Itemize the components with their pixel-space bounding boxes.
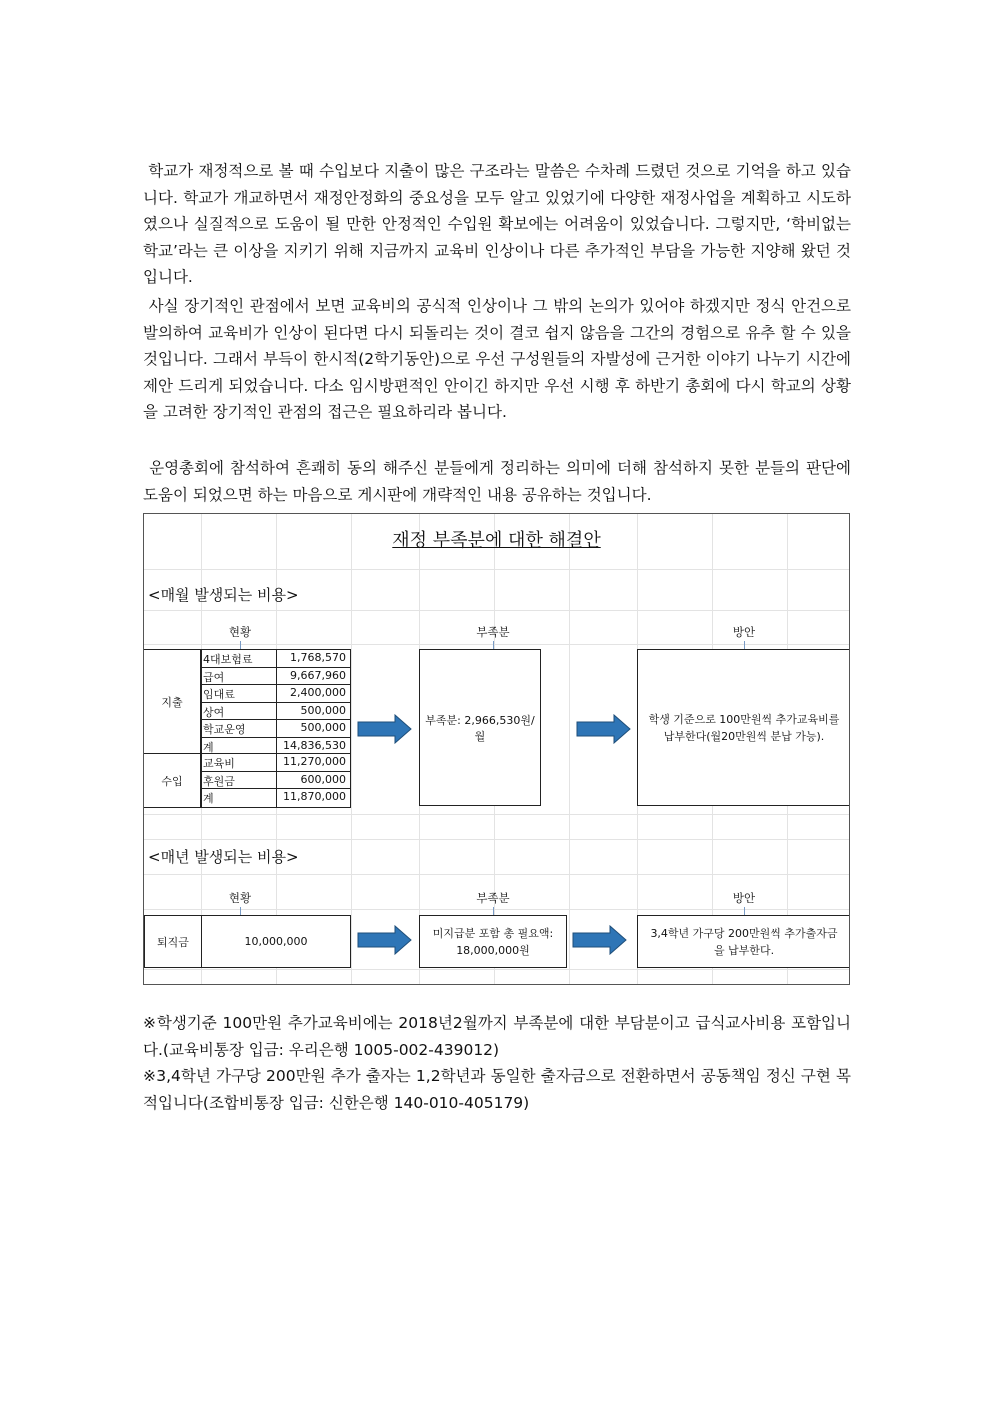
status-table (144, 649, 351, 808)
severance-amount: 10,000,000 (201, 915, 351, 968)
monthly-col-status: 현황 (228, 625, 252, 639)
severance-label: 퇴직금 (144, 915, 202, 968)
arrow-right-icon (572, 925, 628, 955)
income-label: 수입 (144, 754, 201, 807)
expense-label: 지출 (144, 650, 201, 754)
arrow-right-icon (576, 714, 632, 744)
col-tick (240, 907, 241, 915)
income-total-row: 계 11,870,000 (203, 790, 346, 805)
footnote-2: ※3,4학년 가구당 200만원 추가 출자는 1,2학년과 동일한 출자금으로 전환하면서 공동책임 정신 구현 목적입니다(조합비통장 입금: 신한은행 140-010-405179) (143, 1067, 851, 1112)
figure-title: 재정 부족분에 대한 해결안 (392, 530, 601, 551)
income-row: 후원금 600,000 (201, 772, 351, 790)
financial-solution-figure (143, 513, 850, 985)
income-row: 교육비 11,270,000 (201, 754, 351, 772)
col-tick (493, 641, 494, 649)
monthly-shortfall-box: 부족분: 2,966,530원/월 (419, 649, 541, 806)
expense-row: 상여 500,000 (201, 703, 351, 721)
expense-row: 학교운영 500,000 (201, 720, 351, 738)
col-tick (493, 907, 494, 915)
arrow-right-icon (357, 714, 413, 744)
monthly-plan-box: 학생 기준으로 100만원씩 추가교육비를 납부한다(월20만원씩 분납 가능). (637, 649, 850, 806)
yearly-shortfall-box: 미지급분 포함 총 필요액: 18,000,000원 (419, 915, 567, 968)
expense-row: 임대료 2,400,000 (201, 685, 351, 703)
body-paragraph-2: 사실 장기적인 관점에서 보면 교육비의 공식적 인상이나 그 밖의 논의가 있어야 하겠지만 정식 안건으로 발의하여 교육비가 인상이 된다면 다시 되돌리는 것이 결코 쉽지 않음을 그간의 경험으로 유추 할 수 있을 것입니다. 그래서 부득이 한시적(2학기동안)으로 우선 구성원들의 자발성에 근거한 이야기 나누기 시간에 제안 드리게 되었습니다. 다소 임시방편적인 안이긴 하지만 우선 시행 후 하반기 총회에 다시 학교의 상황을 고려한 장기적인 관점의 접근은 필요하리라 봅니다. (143, 297, 851, 421)
monthly-col-plan: 방안 (732, 625, 756, 639)
yearly-col-status: 현황 (228, 891, 252, 905)
col-tick (744, 907, 745, 915)
col-tick (744, 641, 745, 649)
monthly-section-label: <매월 발생되는 비용> (148, 586, 299, 604)
expense-row: 4대보험료 1,768,570 (201, 650, 351, 668)
yearly-section-label: <매년 발생되는 비용> (148, 848, 299, 866)
yearly-col-shortfall: 부족분 (476, 891, 510, 905)
col-tick (240, 641, 241, 649)
body-paragraph-3: 운영총회에 참석하여 흔쾌히 동의 해주신 분들에게 정리하는 의미에 더해 참석하지 못한 분들의 판단에 도움이 되었으면 하는 마음으로 게시판에 개략적인 내용 공유하는 것입니다. (143, 459, 851, 504)
expense-total-row: 계 14,836,530 (201, 738, 351, 755)
monthly-col-shortfall: 부족분 (476, 625, 510, 639)
footnote-1: ※학생기준 100만원 추가교육비에는 2018년2월까지 부족분에 대한 부담분이고 급식교사비용 포함입니다.(교육비통장 입금: 우리은행 1005-002-439012) (143, 1014, 851, 1059)
expense-row: 급여 9,667,960 (201, 668, 351, 686)
yearly-plan-box: 3,4학년 가구당 200만원씩 추가출자금을 납부한다. (637, 915, 850, 968)
arrow-right-icon (357, 925, 413, 955)
yearly-col-plan: 방안 (732, 891, 756, 905)
body-paragraph-1: 학교가 재정적으로 볼 때 수입보다 지출이 많은 구조라는 말씀은 수차례 드렸던 것으로 기억을 하고 있습니다. 학교가 개교하면서 재정안정화의 중요성을 모두 알고 있었기에 다양한 재정사업을 계획하고 시도하였으나 실질적으로 도움이 될 만한 안정적인 수입원 확보에는 어려움이 있었습니다. 그렇지만, ‘학비없는 학교’라는 큰 이상을 지키기 위해 지금까지 교육비 인상이나 다른 추가적인 부담을 가능한 지양해 왔던 것입니다. (143, 162, 851, 286)
